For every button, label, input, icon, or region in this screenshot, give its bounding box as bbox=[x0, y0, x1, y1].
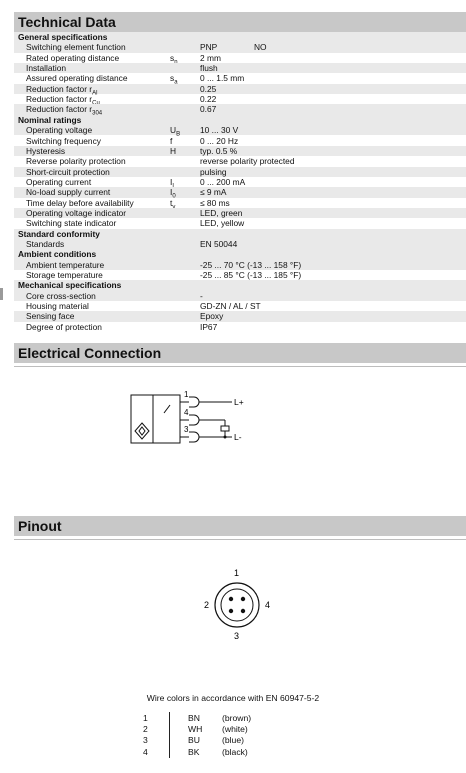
spec-label: Switching element function bbox=[26, 42, 126, 53]
pin-1-dot bbox=[229, 597, 233, 601]
spec-label: Housing material bbox=[26, 301, 89, 312]
spec-value-secondary: NO bbox=[254, 42, 267, 53]
spec-row bbox=[14, 198, 466, 208]
page-edge-tab bbox=[0, 288, 3, 300]
spec-value: -25 ... 70 °C (-13 ... 158 °F) bbox=[200, 259, 302, 270]
spec-row bbox=[14, 301, 466, 311]
spec-symbol: I bbox=[170, 176, 173, 187]
spec-row bbox=[14, 63, 466, 73]
wire-code: BK bbox=[188, 746, 200, 757]
spec-row bbox=[14, 136, 466, 146]
spec-label: Operating voltage indicator bbox=[26, 207, 127, 218]
pinout-label-3: 3 bbox=[234, 631, 240, 641]
spec-label: Standards bbox=[26, 239, 65, 249]
pin-label-4: 4 bbox=[184, 408, 189, 417]
spec-row bbox=[14, 73, 466, 83]
spec-label: Switching frequency bbox=[26, 135, 101, 146]
wire-color-name: (brown) bbox=[222, 713, 252, 723]
connector-inner-ring bbox=[221, 589, 253, 621]
spec-value: PNP bbox=[200, 42, 218, 53]
spec-value: flush bbox=[200, 63, 218, 74]
connector-pinout-diagram bbox=[0, 560, 466, 660]
spec-row bbox=[14, 167, 466, 177]
spec-label: Ambient temperature bbox=[26, 259, 105, 270]
spec-value: EN 50044 bbox=[200, 239, 238, 249]
wire-row bbox=[0, 724, 466, 735]
spec-row bbox=[14, 270, 466, 280]
spec-label: Core cross-section bbox=[26, 290, 96, 301]
spec-row bbox=[14, 146, 466, 156]
spec-value: 0 ... 20 Hz bbox=[200, 135, 239, 146]
spec-value: Epoxy bbox=[200, 311, 224, 322]
spec-value: LED, green bbox=[200, 207, 243, 218]
spec-symbol: $I_0$ bbox=[170, 187, 176, 200]
spec-group-label: Ambient conditions bbox=[18, 249, 97, 260]
spec-value: 0 ... 200 mA bbox=[200, 176, 246, 187]
spec-group-label: General specifications bbox=[18, 32, 108, 42]
spec-symbol: $U_B$ bbox=[170, 125, 181, 138]
wire-number: 3 bbox=[143, 735, 148, 746]
wire-color-name: (blue) bbox=[222, 735, 244, 746]
wire-colors-title: Wire colors in accordance with EN 60947-5-2 bbox=[146, 693, 320, 703]
spec-row bbox=[14, 125, 466, 138]
spec-row bbox=[14, 208, 466, 218]
spec-row bbox=[14, 104, 466, 114]
spec-value: ≤ 9 mA bbox=[200, 187, 227, 198]
spec-value: GD-ZN / AL / ST bbox=[200, 301, 261, 312]
switch-contact bbox=[164, 405, 170, 413]
spec-row bbox=[14, 218, 466, 228]
spec-row bbox=[14, 42, 466, 52]
spec-group-label: Nominal ratings bbox=[18, 114, 82, 125]
spec-symbol: s bbox=[170, 73, 175, 84]
spec-label: Assured operating distance bbox=[26, 73, 128, 84]
electrical-divider bbox=[14, 366, 466, 367]
spec-value: typ. 0.5 % bbox=[200, 145, 238, 156]
junction-dot bbox=[224, 436, 227, 439]
spec-label: Reduction factor $r_{Al}$ bbox=[26, 83, 98, 97]
wire-number: 4 bbox=[143, 746, 148, 757]
spec-row bbox=[14, 94, 466, 104]
wire-code: BN bbox=[188, 713, 200, 723]
terminal-3 bbox=[189, 432, 199, 442]
spec-label: Reduction factor r bbox=[26, 104, 93, 115]
spec-group-label: Mechanical specifications bbox=[18, 280, 122, 291]
spec-label: Operating voltage bbox=[26, 125, 93, 136]
spec-label: Reduction factor r bbox=[26, 94, 93, 105]
spec-label: Rated operating distance bbox=[26, 52, 120, 63]
pinout-header bbox=[14, 516, 466, 536]
wire-code: WH bbox=[188, 724, 203, 735]
spec-group-heading bbox=[14, 280, 466, 290]
spec-group-heading bbox=[14, 115, 466, 125]
spec-label: No-load supply current bbox=[26, 187, 111, 198]
spec-label: Hysteresis bbox=[26, 145, 66, 156]
spec-row bbox=[14, 177, 466, 187]
pin-4-dot bbox=[241, 597, 245, 601]
spec-label: Short-circuit protection bbox=[26, 166, 110, 177]
spec-value: 10 ... 30 V bbox=[200, 125, 239, 136]
spec-symbol: t bbox=[170, 197, 173, 208]
spec-label: Switching state indicator bbox=[26, 218, 117, 229]
spec-value: 0 ... 1.5 mm bbox=[200, 73, 245, 84]
spec-group-heading bbox=[14, 229, 466, 239]
electrical-connection-header bbox=[14, 343, 466, 363]
spec-label: Reverse polarity protection bbox=[26, 156, 126, 167]
wire-row bbox=[0, 747, 466, 758]
wire-row bbox=[0, 713, 466, 724]
spec-value: - bbox=[200, 290, 203, 301]
wire-code: BU bbox=[188, 735, 200, 746]
spec-symbol: s bbox=[170, 52, 175, 63]
wire-number: 2 bbox=[143, 724, 148, 735]
spec-value: IP67 bbox=[200, 321, 218, 332]
spec-label: Sensing face bbox=[26, 311, 75, 322]
spec-value: 2 mm bbox=[200, 52, 221, 63]
spec-label: Time delay before availability bbox=[26, 197, 134, 208]
spec-symbol: H bbox=[170, 145, 177, 156]
wire-color-name: (black) bbox=[222, 746, 248, 757]
load-resistor bbox=[221, 426, 229, 431]
spec-value: 0.67 bbox=[200, 104, 217, 115]
spec-row bbox=[14, 291, 466, 301]
sensor-body bbox=[131, 395, 180, 443]
spec-row bbox=[14, 156, 466, 166]
spec-group-heading bbox=[14, 249, 466, 259]
spec-value: reverse polarity protected bbox=[200, 156, 295, 167]
lminus-label: L- bbox=[234, 432, 242, 442]
spec-value: 0.22 bbox=[200, 94, 217, 105]
spec-symbol: f bbox=[170, 135, 173, 146]
spec-row bbox=[14, 187, 466, 200]
technical-data-header bbox=[14, 12, 466, 32]
spec-label: Installation bbox=[26, 63, 67, 74]
spec-label: Degree of protection bbox=[26, 321, 102, 332]
spec-row bbox=[14, 53, 466, 63]
spec-row bbox=[14, 311, 466, 321]
terminal-1 bbox=[189, 397, 199, 407]
spec-row bbox=[14, 239, 466, 249]
spec-value: LED, yellow bbox=[200, 218, 245, 229]
terminal-4 bbox=[189, 415, 199, 425]
sensor-symbol-inner bbox=[139, 427, 145, 435]
spec-value: ≤ 80 ms bbox=[200, 197, 230, 208]
sensor-symbol-icon bbox=[135, 423, 149, 439]
connector-outer-ring bbox=[215, 583, 259, 627]
pinout-label-4: 4 bbox=[265, 600, 271, 610]
pin-3-dot bbox=[241, 609, 245, 613]
pinout-label-2: 2 bbox=[204, 600, 210, 610]
wire-number: 1 bbox=[143, 713, 148, 723]
wire-color-name: (white) bbox=[222, 724, 248, 735]
spec-value: -25 ... 85 °C (-13 ... 185 °F) bbox=[200, 270, 302, 281]
spec-group-heading bbox=[14, 32, 466, 42]
pinout-title: Pinout bbox=[18, 518, 62, 534]
spec-row bbox=[14, 260, 466, 270]
spec-row bbox=[14, 322, 466, 332]
pin-label-3: 3 bbox=[184, 425, 189, 434]
spec-label: Storage temperature bbox=[26, 270, 103, 281]
pinout-divider bbox=[14, 539, 466, 540]
pin-label-1: 1 bbox=[184, 390, 189, 399]
pin-2-dot bbox=[229, 609, 233, 613]
spec-value: 0.25 bbox=[200, 83, 217, 94]
spec-group-label: Standard conformity bbox=[18, 228, 100, 239]
pinout-label-1: 1 bbox=[234, 568, 240, 578]
spec-value: pulsing bbox=[200, 166, 227, 177]
spec-label: Operating current bbox=[26, 176, 92, 187]
wiring-diagram bbox=[0, 380, 466, 460]
technical-data-title: Technical Data bbox=[18, 14, 116, 30]
electrical-connection-title: Electrical Connection bbox=[18, 345, 162, 361]
lplus-label: L+ bbox=[234, 397, 244, 407]
spec-row bbox=[14, 83, 466, 97]
wire-row bbox=[0, 735, 466, 746]
